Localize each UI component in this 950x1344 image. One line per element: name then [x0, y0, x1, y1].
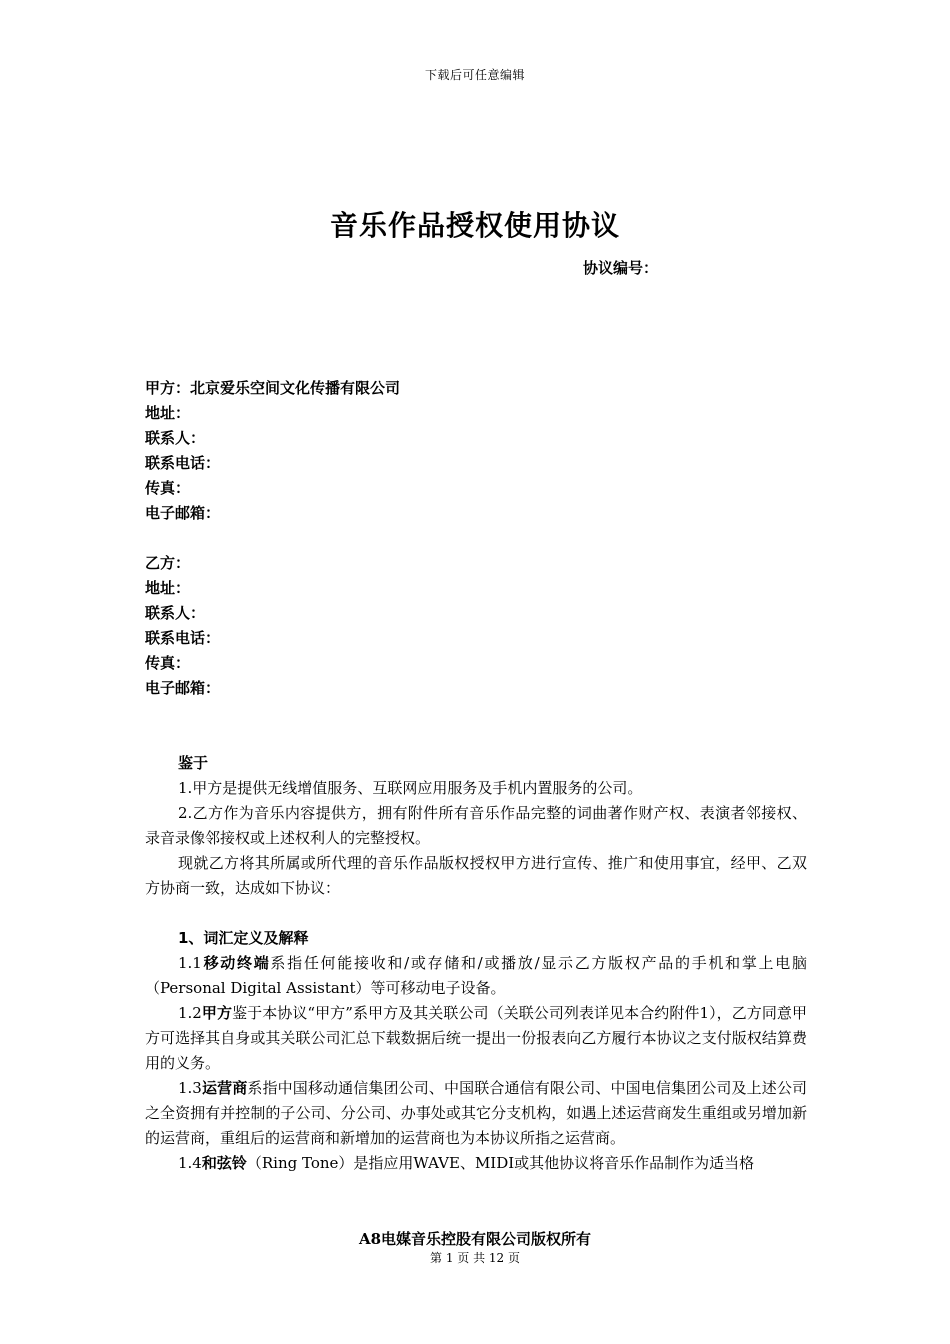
agreement-body	[145, 751, 807, 1176]
definition-1-4	[145, 1151, 807, 1176]
whereas-clause-2: 2.乙方作为音乐内容提供方，拥有附件所有音乐作品完整的词曲著作财产权、表演者邻接权、录音录像邻接权或上述权利人的完整授权。	[145, 804, 807, 847]
party-b-block	[145, 551, 805, 701]
definition-1-1	[145, 951, 807, 1001]
party-b-fax: 传真：	[145, 654, 191, 672]
definition-number: 1.2	[178, 1004, 202, 1022]
section-1-heading: 1、词汇定义及解释	[178, 929, 309, 947]
definition-term: 和弦铃	[201, 1154, 247, 1172]
definition-1-3	[145, 1076, 807, 1151]
party-a-phone: 联系电话：	[145, 454, 221, 472]
party-b-name: 乙方：	[145, 554, 191, 572]
party-a-contact: 联系人：	[145, 429, 206, 447]
party-a-address: 地址：	[145, 404, 191, 422]
agreement-number-label: 协议编号：	[583, 259, 659, 277]
definition-number: 1.1	[178, 954, 202, 972]
footer-page-number: 第 1 页 共 12 页	[430, 1251, 520, 1265]
definition-text: （Ring Tone）是指应用WAVE、MIDI或其他协议将音乐作品制作为适当格	[246, 1154, 755, 1172]
definition-term: 移动终端	[201, 954, 271, 972]
page-header-note: 下载后可任意编辑	[424, 68, 525, 82]
definition-1-2	[145, 1001, 807, 1076]
definition-text: 鉴于本协议“甲方”系甲方及其关联公司（关联公司列表详见本合约附件1），乙方同意甲方可选择其自身或其关联公司汇总下载数据后统一提出一份报表向乙方履行本协议之支付版权结算费用的义务。	[145, 1004, 807, 1072]
definition-number: 1.4	[178, 1154, 202, 1172]
definition-term: 甲方	[201, 1004, 233, 1022]
definition-text: 系指任何能接收和/或存储和/或播放/显示乙方版权产品的手机和掌上电脑 （Personal Digital Assistant）等可移动电子设备。	[145, 954, 807, 997]
footer-copyright: A8电媒音乐控股有限公司版权所有	[358, 1230, 592, 1248]
definition-number: 1.3	[178, 1079, 202, 1097]
whereas-heading: 鉴于	[178, 754, 209, 772]
party-b-phone: 联系电话：	[145, 629, 221, 647]
definition-term: 运营商	[201, 1079, 248, 1097]
party-a-block	[145, 376, 805, 526]
party-b-email: 电子邮箱：	[145, 679, 221, 697]
document-title: 音乐作品授权使用协议	[329, 209, 620, 242]
party-b-contact: 联系人：	[145, 604, 206, 622]
whereas-clause-3: 现就乙方将其所属或所代理的音乐作品版权授权甲方进行宣传、推广和使用事宜，经甲、乙双方协商一致，达成如下协议：	[145, 854, 807, 897]
paragraph-spacer	[145, 901, 807, 926]
party-a-email: 电子邮箱：	[145, 504, 221, 522]
party-b-address: 地址：	[145, 579, 191, 597]
party-a-fax: 传真：	[145, 479, 191, 497]
definition-text: 系指中国移动通信集团公司、中国联合通信有限公司、中国电信集团公司及上述公司之全资拥有并控制的子公司、分公司、办事处或其它分支机构，如遇上述运营商发生重组或另增加新的运营商，重组后的运营商和新增加的运营商也为本协议所指之运营商。	[145, 1079, 807, 1147]
party-a-name: 甲方：北京爱乐空间文化传播有限公司	[145, 379, 401, 397]
whereas-clause-1: 1.甲方是提供无线增值服务、互联网应用服务及手机内置服务的公司。	[178, 779, 643, 797]
